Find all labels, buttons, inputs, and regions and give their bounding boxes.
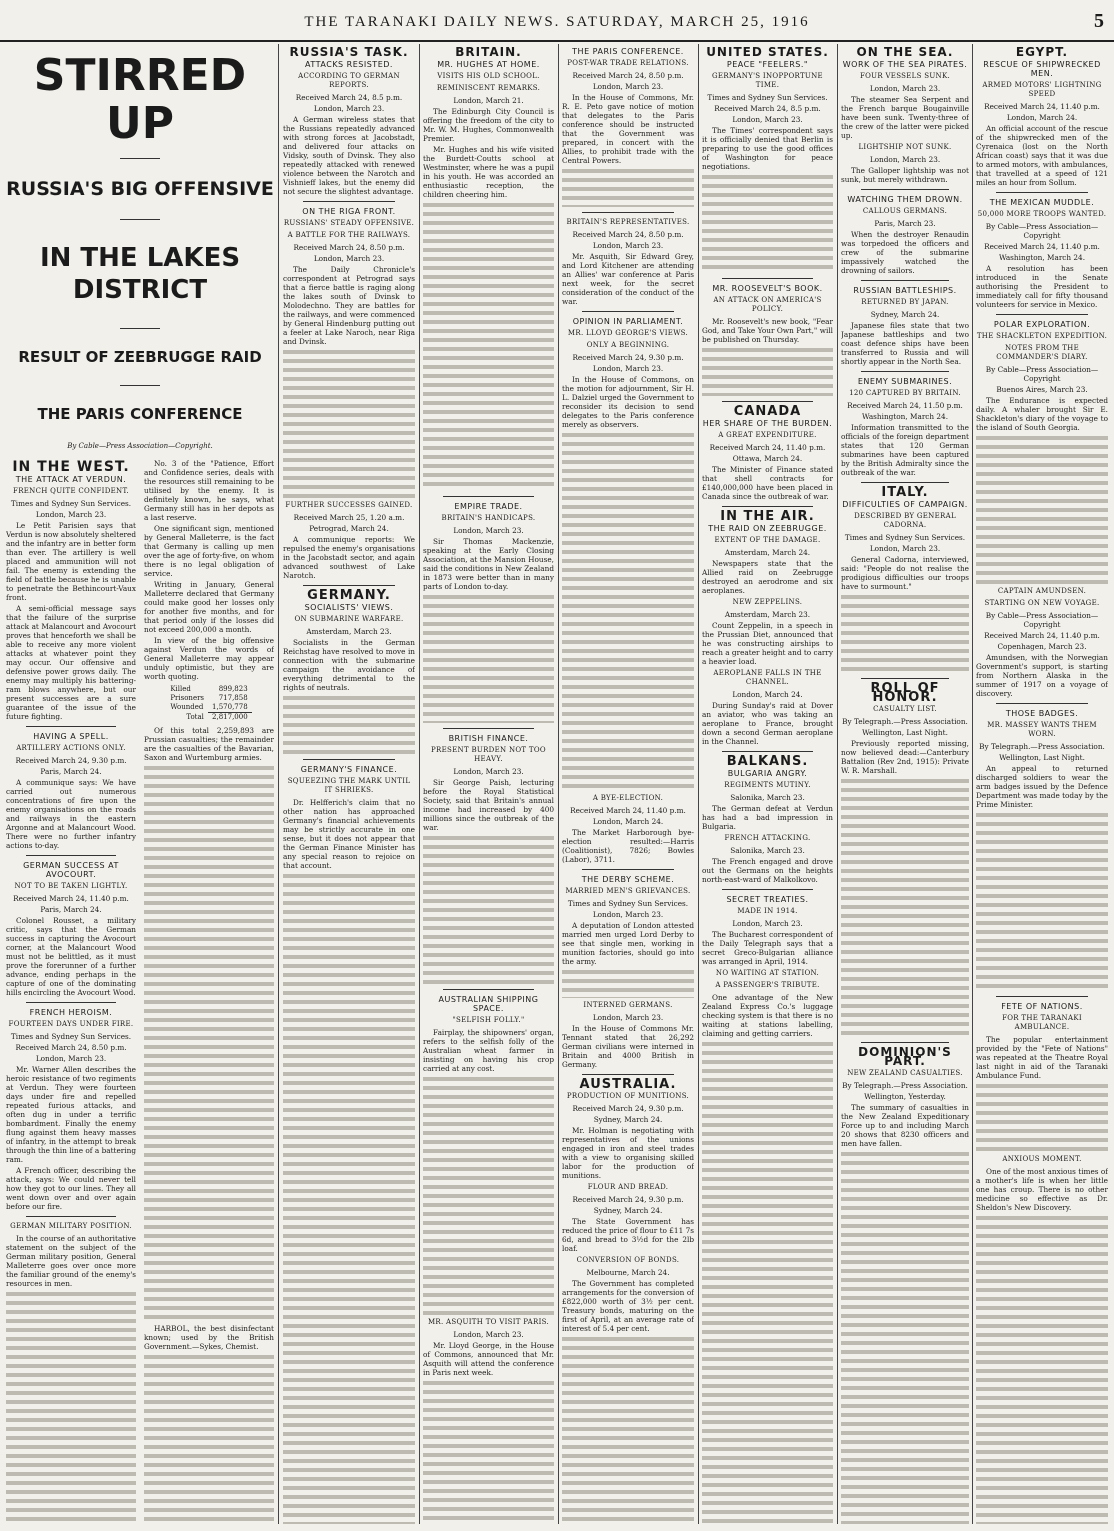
article-heading: ENEMY SUBMARINES. bbox=[857, 377, 953, 386]
dateline: London, March 23. bbox=[453, 767, 524, 776]
paragraph: Mr. Lloyd George, in the House of Commons, announced that Mr. Asquith will attend the conference in Paris next week. bbox=[423, 1341, 554, 1377]
paragraph: One significant sign, mentioned by General Malleterre, is the fact that Germany is calling up men over the age of forty-five, on whom there is no legal obligation of service. bbox=[144, 524, 274, 578]
column-rule bbox=[972, 44, 973, 1524]
dateline: Washington, March 24. bbox=[998, 253, 1086, 262]
table-row: Total 2,817,000 bbox=[166, 713, 251, 723]
received-line: Received March 25, 1.20 a.m. bbox=[293, 513, 405, 522]
article-heading: WATCHING THEM DROWN. bbox=[847, 195, 963, 204]
section-heading: ITALY. bbox=[881, 485, 929, 500]
dateline: London, March 21. bbox=[453, 96, 524, 105]
article-subheading: BRITAIN'S HANDICAPS. bbox=[441, 514, 536, 522]
article-subheading: LIGHTSHIP NOT SUNK. bbox=[858, 143, 952, 151]
column-5 bbox=[562, 44, 694, 1524]
article-subheading: 120 CAPTURED BY BRITAIN. bbox=[849, 389, 961, 397]
section-heading: ROLL OF HONOR. bbox=[870, 681, 940, 705]
article-subheading: FLOUR AND BREAD. bbox=[587, 1183, 669, 1191]
article-subheading: NOTES FROM THE COMMANDER'S DIARY. bbox=[996, 344, 1088, 361]
paragraph: The Endurance is expected daily. A whaler brought Sir E. Shackleton's diary of the voyage to the island of South Georgia. bbox=[976, 396, 1108, 432]
article-subheading: INTERNED GERMANS. bbox=[583, 1001, 673, 1009]
paragraph: Count Zeppelin, in a speech in the Prussian Diet, announced that he was constructing airships to reach a greater height and to carry a heavier load. bbox=[702, 621, 833, 666]
article-heading: HAVING A SPELL. bbox=[33, 732, 109, 741]
paragraph: Previously reported missing, now believed dead:—Canterbury Battalion (Rev 2nd, 1915): Private W. R. Marshall. bbox=[841, 739, 969, 775]
article-subheading: "SELFISH FOLLY." bbox=[452, 1016, 525, 1024]
lead-headline: STIRRED UP bbox=[33, 50, 247, 149]
article-heading: THE PARIS CONFERENCE. bbox=[572, 47, 684, 56]
advertisement: HARBOL, the best disinfectant known; used by the British Government.—Sykes, Chemist. bbox=[144, 1324, 274, 1351]
paragraph: During Sunday's raid at Dover an aviator, who was taking an aeroplane to France, brought down a second German aeroplane in the Channel. bbox=[702, 701, 833, 746]
article-heading: GERMAN SUCCESS AT AVOCOURT. bbox=[23, 861, 119, 879]
article-subheading: POST-WAR TRADE RELATIONS. bbox=[567, 59, 689, 67]
dateline: Ottawa, March 24. bbox=[732, 454, 803, 463]
masthead bbox=[0, 0, 1114, 42]
article-subheading: A BATTLE FOR THE RAILWAYS. bbox=[287, 231, 411, 239]
article-subheading: CONVERSION OF BONDS. bbox=[576, 1256, 680, 1264]
article-heading: PEACE "FEELERS." bbox=[726, 60, 809, 69]
dateline: London, March 23. bbox=[732, 919, 803, 928]
article-subheading: A BYE-ELECTION. bbox=[592, 794, 664, 802]
paragraph: An appeal to returned discharged soldiers to wear the arm badges issued by the Defence Department was made today by the Prime Minister. bbox=[976, 764, 1108, 809]
dateline: Amsterdam, March 23. bbox=[724, 610, 811, 619]
article-subheading: REMINISCENT REMARKS. bbox=[436, 84, 541, 92]
article-heading: DIFFICULTIES OF CAMPAIGN. bbox=[842, 500, 968, 509]
paragraph: Of this total 2,259,893 are Prussian casualties; the remainder are the casualties of the Bavarian, Saxon and Wurtemburg armies. bbox=[144, 726, 274, 762]
dateline: Paris, March 23. bbox=[874, 219, 936, 228]
article-subheading: ACCORDING TO GERMAN REPORTS. bbox=[298, 72, 400, 89]
dateline: London, March 23. bbox=[35, 1054, 107, 1063]
article-heading: FURTHER SUCCESSES GAINED. bbox=[285, 501, 413, 509]
dateline: Paris, March 24. bbox=[40, 767, 102, 776]
paragraph: Mr. Roosevelt's new book, "Fear God, and Take Your Own Part," will be published on Thursday. bbox=[702, 317, 833, 344]
dateline: Paris, March 24. bbox=[40, 905, 102, 914]
paragraph: In view of the big offensive against Verdun the words of General Malleterre may appear unduly optimistic, but they are worth quoting. bbox=[144, 636, 274, 681]
article-subheading: PRODUCTION OF MUNITIONS. bbox=[566, 1092, 690, 1100]
section-heading: EGYPT. bbox=[1015, 45, 1069, 59]
lead-subheadline: THE PARIS CONFERENCE bbox=[37, 405, 243, 423]
received-line: Received March 24, 8.5 p.m. bbox=[714, 104, 821, 113]
received-line: Received March 24, 8.50 p.m. bbox=[15, 1043, 127, 1052]
article-subheading: FRENCH ATTACKING. bbox=[724, 834, 811, 842]
article-subheading: FRENCH QUITE CONFIDENT. bbox=[13, 487, 129, 495]
dateline: London, March 24. bbox=[592, 817, 664, 826]
article-subheading: FOURTEEN DAYS UNDER FIRE. bbox=[8, 1020, 134, 1028]
paragraph: The Government has completed arrangements for the conversion of £822,000 worth of 3½ per cent. Treasury bonds, maturing on the first of April, at an average rate of interest of 5.4 per cent. bbox=[562, 1279, 694, 1333]
article-subheading: A PASSENGER'S TRIBUTE. bbox=[715, 981, 820, 989]
article-heading: POLAR EXPLORATION. bbox=[993, 320, 1091, 329]
article-subheading: EXTENT OF THE DAMAGE. bbox=[714, 536, 821, 544]
dateline: Salonika, March 23. bbox=[730, 793, 805, 802]
dateline: London, March 23. bbox=[869, 544, 941, 553]
paragraph: The steamer Sea Serpent and the French barque Bougainville have been sunk. Twenty-three of the crew of the latter were picked up. bbox=[841, 95, 969, 140]
paragraph: Mr. Hughes and his wife visited the Burdett-Coutts school at Westminster, where he was a pupil in his youth. He was accorded an enthusiastic reception, the children cheering him. bbox=[423, 145, 554, 199]
paragraph: The Galloper lightship was not sunk, but merely withdrawn. bbox=[841, 166, 969, 184]
received-line: Received March 24, 8.50 p.m. bbox=[572, 230, 684, 239]
received-line: Received March 24, 9.30 p.m. bbox=[572, 353, 684, 362]
section-heading: GERMANY. bbox=[307, 588, 391, 603]
article-heading: OPINION IN PARLIAMENT. bbox=[572, 317, 684, 326]
column-rule bbox=[558, 44, 559, 1524]
source-line: Times and Sydney Sun Services. bbox=[844, 533, 966, 542]
article-subheading: THE SHACKLETON EXPEDITION. bbox=[976, 332, 1108, 340]
paragraph: A communique reports: We repulsed the enemy's organisations in the Jacobstadt sector, and again advanced southwest of Lake Narotch. bbox=[283, 535, 415, 580]
article-heading: RESCUE OF SHIPWRECKED MEN. bbox=[983, 60, 1101, 78]
paragraph: The summary of casualties in the New Zealand Expeditionary Force up to and including March 20 shows that 8230 officers and men have fallen. bbox=[841, 1103, 969, 1148]
article-heading: RUSSIAN BATTLESHIPS. bbox=[853, 286, 957, 295]
article-subheading: STARTING ON NEW VOYAGE. bbox=[984, 599, 1100, 607]
source-line: Times and Sydney Sun Services. bbox=[567, 899, 689, 908]
page-number: 5 bbox=[1094, 10, 1104, 32]
received-line: Received March 24, 11.50 p.m. bbox=[847, 401, 963, 410]
section-heading: AUSTRALIA. bbox=[579, 1077, 677, 1092]
article-heading: THE DERBY SCHEME. bbox=[581, 875, 675, 884]
paragraph: A French officer, describing the attack, says: We could never tell how they got to our lines. They all went down over and over again before our fire. bbox=[6, 1166, 136, 1211]
column-rule bbox=[698, 44, 699, 1524]
paragraph: An official account of the rescue of the shipwrecked men of the Cyrenaica (lost on the North African coast) says that it was due to armed motors, with ambulances, that travelled at a speed of 121 miles an hour from Sollum. bbox=[976, 124, 1108, 187]
article-heading: AUSTRALIAN SHIPPING SPACE. bbox=[438, 995, 539, 1013]
paragraph: Newspapers state that the Allied raid on Zeebrugge destroyed an aerodrome and six aeroplanes. bbox=[702, 559, 833, 595]
section-heading: ON THE SEA. bbox=[856, 45, 954, 59]
article-subheading: SQUEEZING THE MARK UNTIL IT SHRIEKS. bbox=[287, 777, 411, 794]
column-rule bbox=[837, 44, 838, 1524]
dateline: Salonika, March 23. bbox=[730, 846, 805, 855]
dateline: London, March 23. bbox=[313, 104, 385, 113]
paragraph: Mr. Asquith, Sir Edward Grey, and Lord Kitchener are attending an Allies' war conference at Paris next week, for the secret consideration of the conduct of the war. bbox=[562, 252, 694, 306]
advertisement: One of the most anxious times of a mother's life is when her little one has croup. There is no other medicine so effective as Dr. Sheldon's New Discovery. bbox=[976, 1167, 1108, 1212]
table-row: Prisoners 717,858 bbox=[170, 694, 248, 702]
lead-subheadline: RESULT OF ZEEBRUGGE RAID bbox=[18, 348, 262, 366]
dateline: London, March 23. bbox=[592, 364, 664, 373]
paragraph: In the House of Commons Mr. Tennant stated that 26,292 German civilians were interned in Britain and 4000 British in Germany. bbox=[562, 1024, 694, 1069]
masthead-title: THE TARANAKI DAILY NEWS. SATURDAY, MARCH 25, 1916 bbox=[304, 14, 810, 30]
article-heading: SECRET TREATIES. bbox=[726, 895, 809, 904]
article-subheading: MR. LLOYD GEORGE'S VIEWS. bbox=[567, 329, 689, 337]
article-subheading: ARTILLERY ACTIONS ONLY. bbox=[16, 744, 126, 752]
source-line: Times and Sydney Sun Services. bbox=[707, 93, 828, 102]
dateline: London, March 23. bbox=[453, 1330, 524, 1339]
table-row: Killed 899,823 bbox=[170, 685, 248, 693]
dateline: Wellington, Last Night. bbox=[999, 753, 1085, 762]
paragraph: A resolution has been introduced in the Senate authorising the President to immediately call for fifty thousand volunteers for service in Mexico. bbox=[976, 264, 1108, 309]
section-heading: CANADA bbox=[733, 404, 802, 419]
paragraph: The Daily Chronicle's correspondent at Petrograd says that a fierce battle is raging along the lakes south of Dvinsk to Molodechno. They are battles for the railways, and were commenced by General Hindenburg putting out a feeler at Lake Naroch, near Riga and Dvinsk. bbox=[283, 265, 415, 346]
article-subheading: NEW ZEALAND CASUALTIES. bbox=[847, 1069, 963, 1077]
column-2 bbox=[144, 459, 274, 1524]
received-line: Received March 24, 8.50 p.m. bbox=[572, 71, 684, 80]
paragraph: Sir Thomas Mackenzie, speaking at the Early Closing Association, at the Mansion House, said the conditions in New Zealand in 1873 were better than in many parts of London to-day. bbox=[423, 537, 554, 591]
dateline: London, March 24. bbox=[732, 690, 803, 699]
article-subheading: VISITS HIS OLD SCHOOL. bbox=[437, 72, 540, 80]
column-3 bbox=[283, 44, 415, 1524]
section-heading: IN THE WEST. bbox=[12, 459, 130, 475]
article-subheading: A GREAT EXPENDITURE. bbox=[718, 431, 817, 439]
dateline: London, March 23. bbox=[869, 84, 941, 93]
article-subheading: FOUR VESSELS SUNK. bbox=[859, 72, 951, 80]
article-subheading: NO WAITING AT STATION. bbox=[715, 969, 820, 977]
paragraph: The popular entertainment provided by the "Fete of Nations" was repeated at the Theatre Royal last night in aid of the Taranaki Ambulance Fund. bbox=[976, 1035, 1108, 1080]
byline: By Cable—Press Association—Copyright bbox=[985, 611, 1099, 629]
article-heading: BULGARIA ANGRY. bbox=[727, 769, 808, 778]
article-heading: ATTACKS RESISTED. bbox=[305, 60, 393, 69]
paragraph: Fairplay, the shipowners' organ, refers to the selfish folly of the Australian wheat farmer in insisting on having his crop carried at any cost. bbox=[423, 1028, 554, 1073]
article-heading: SOCIALISTS' VIEWS. bbox=[304, 603, 394, 612]
article-subheading: ARMED MOTORS' LIGHTNING SPEED bbox=[982, 81, 1102, 98]
article-subheading: 50,000 MORE TROOPS WANTED. bbox=[977, 210, 1107, 218]
paragraph: The Times' correspondent says it is officially denied that Berlin is preparing to use the good offices of Washington for peace negotiations. bbox=[702, 126, 833, 171]
paragraph: The Bucharest correspondent of the Daily Telegraph says that a secret Greco-Bulgarian alliance was arranged in April, 1914. bbox=[702, 930, 833, 966]
paragraph: The State Government has reduced the price of flour to £11 7s 6d, and bread to 3½d for the 2lb loaf. bbox=[562, 1217, 694, 1253]
paragraph: Socialists in the German Reichstag have resolved to move in connection with the submarine campaign the avoidance of everything detrimental to the rights of neutrals. bbox=[283, 638, 415, 692]
paragraph: The Market Harborough bye-election resulted:—Harris (Coalitionist), 7826; Bowles (Labor), 3711. bbox=[562, 828, 694, 864]
paragraph: A communique says: We have carried out numerous concentrations of fire upon the enemy organisations on the roads and railways in the eastern Argonne and at Malancourt Wood. There were no further infantry actions to-day. bbox=[6, 778, 136, 850]
lead-subheadline: IN THE LAKES DISTRICT bbox=[39, 243, 241, 305]
dateline: London, March 23. bbox=[313, 254, 385, 263]
article-heading: EMPIRE TRADE. bbox=[454, 502, 523, 511]
column-1 bbox=[6, 44, 274, 1524]
paragraph: Colonel Rousset, a military critic, says that the German success in capturing the Avocourt corner, at the Malancourt Wood must not be belittled, as it must prove the forerunner of a further advance, ending perhaps in the capture of one of the dominating hills encircling the Avocourt Wood. bbox=[6, 916, 136, 997]
article-subheading: MADE IN 1914. bbox=[737, 907, 798, 915]
article-subheading: RETURNED BY JAPAN. bbox=[861, 298, 949, 306]
received-line: Received March 24, 11.40 p.m. bbox=[709, 443, 826, 452]
dateline: Amsterdam, March 24. bbox=[724, 548, 811, 557]
received-line: Received March 24, 8.5 p.m. bbox=[295, 93, 403, 102]
byline: By Telegraph.—Press Association. bbox=[842, 717, 968, 726]
paragraph: The German defeat at Verdun has had a bad impression in Bulgaria. bbox=[702, 804, 833, 831]
article-subheading: MR. ASQUITH TO VISIT PARIS. bbox=[427, 1318, 550, 1326]
section-heading: BALKANS. bbox=[726, 754, 809, 769]
article-subheading: ONLY A BEGINNING. bbox=[586, 341, 670, 349]
dateline: London, March 23. bbox=[592, 82, 664, 91]
section-heading: DOMINION'S PART. bbox=[858, 1045, 952, 1068]
article-subheading: ON SUBMARINE WARFARE. bbox=[294, 615, 404, 623]
paragraph: In the House of Commons, on the motion for adjournment, Sir H. L. Dalziel urged the Government to reconsider its decision to send delegates to the Paris conference merely as observers. bbox=[562, 375, 694, 429]
dateline: London, March 23. bbox=[869, 155, 941, 164]
article-heading: MR. ROOSEVELT'S BOOK. bbox=[712, 284, 823, 293]
article-subheading: DESCRIBED BY GENERAL CADORNA. bbox=[854, 512, 956, 529]
section-heading: IN THE AIR. bbox=[720, 509, 815, 524]
source-line: Times and Sydney Sun Services. bbox=[10, 1032, 132, 1041]
paragraph: In the course of an authoritative statement on the subject of the German military position, General Malleterre goes over once more the familiar ground of the enemy's resources in men. bbox=[6, 1234, 136, 1288]
article-heading: MR. HUGHES AT HOME. bbox=[437, 60, 540, 69]
article-subheading: RUSSIANS' STEADY OFFENSIVE. bbox=[283, 219, 415, 227]
dateline: Wellington, Yesterday. bbox=[864, 1092, 946, 1101]
article-heading: WORK OF THE SEA PIRATES. bbox=[842, 60, 968, 69]
article-heading: BRITISH FINANCE. bbox=[448, 734, 529, 743]
paragraph: Mr. Holman is negotiating with representatives of the unions engaged in iron and steel trades with a view to organising skilled labor for the production of munitions. bbox=[562, 1126, 694, 1180]
dateline: Copenhagen, March 23. bbox=[997, 642, 1087, 651]
article-heading: THE RAID ON ZEEBRUGGE. bbox=[708, 524, 827, 533]
paragraph: A semi-official message says that the failure of the surprise attack at Malancourt and Avocourt proves that henceforth we shall be able to receive any more violent attacks at whatever point they may occur. Our offensive and defensive power grows daily. The enemy may multiply his battering-ram blows anywhere, but our present successes are a sure guarantee of the issue of the future fighting. bbox=[6, 604, 136, 721]
article-heading: FETE OF NATIONS. bbox=[1001, 1002, 1083, 1011]
article-heading: GERMANY'S FINANCE. bbox=[300, 765, 398, 774]
column-6 bbox=[702, 44, 833, 1524]
table-row: Wounded 1,570,778 bbox=[170, 703, 248, 712]
casualty-table bbox=[166, 685, 251, 722]
article-heading: THOSE BADGES. bbox=[1005, 709, 1079, 718]
byline: By Cable—Press Association—Copyright bbox=[985, 365, 1099, 383]
dateline: London, March 23. bbox=[35, 510, 107, 519]
dateline: Washington, March 24. bbox=[861, 412, 949, 421]
dateline: Sydney, March 24. bbox=[593, 1206, 663, 1215]
article-heading: FRENCH HEROISM. bbox=[29, 1008, 113, 1017]
paragraph: In the House of Commons, Mr. R. E. Peto gave notice of motion that delegates to the Paris conference should be instructed that the Government was prepared, in concert with the Allies, to prohibit trade with the Central Powers. bbox=[562, 93, 694, 165]
section-heading: UNITED STATES. bbox=[706, 45, 829, 59]
received-line: Received March 24, 9.30 p.m. bbox=[572, 1104, 684, 1113]
received-line: Received March 24, 11.40 p.m. bbox=[984, 242, 1100, 251]
dateline: Amsterdam, March 23. bbox=[306, 627, 392, 636]
dateline: Wellington, Last Night. bbox=[862, 728, 948, 737]
dateline: London, March 23. bbox=[592, 241, 664, 250]
paragraph: General Cadorna, interviewed, said: "People do not realise the prodigious difficulties our troops have to surmount." bbox=[841, 555, 969, 591]
dateline: London, March 23. bbox=[592, 910, 664, 919]
received-line: Received March 24, 9.30 p.m. bbox=[15, 756, 127, 765]
paragraph: No. 3 of the "Patience, Effort and Confidence series, deals with the resources still remaining to be utilised by the enemy. It is definitely known, he says, what Germany still has in her depots as a last reserve. bbox=[144, 459, 274, 522]
paragraph: Sir George Paish, lecturing before the Royal Statistical Society, said that Britain's annual income had increased by 400 millions since the outbreak of the war. bbox=[423, 778, 554, 832]
paragraph: Writing in January, General Malleterre declared that Germany could make good her losses only for another five months, and for that period only if the losses did not exceed 200,000 a month. bbox=[144, 580, 274, 634]
dateline: Petrograd, March 24. bbox=[309, 524, 389, 533]
column-8 bbox=[976, 44, 1108, 1524]
byline: By Telegraph.—Press Association. bbox=[842, 1081, 968, 1090]
section-heading: RUSSIA'S TASK. bbox=[289, 45, 409, 59]
dateline: Melbourne, March 24. bbox=[586, 1268, 670, 1277]
dateline: London, March 23. bbox=[732, 115, 803, 124]
article-subheading: MARRIED MEN'S GRIEVANCES. bbox=[565, 887, 691, 895]
article-subheading: PRESENT BURDEN NOT TOO HEAVY. bbox=[431, 746, 546, 763]
column-7 bbox=[841, 44, 969, 1524]
byline: By Cable—Press Association—Copyright. bbox=[67, 442, 213, 450]
source-line: Times and Sydney Sun Services. bbox=[10, 499, 132, 508]
section-heading: BRITAIN. bbox=[455, 45, 522, 59]
received-line: Received March 24, 11.40 p.m. bbox=[13, 894, 129, 903]
article-subheading: CALLOUS GERMANS. bbox=[862, 207, 948, 215]
received-line: Received March 24, 8.50 p.m. bbox=[293, 243, 405, 252]
dateline: London, March 23. bbox=[592, 1013, 664, 1022]
article-subheading: MR. MASSEY WANTS THEM WORN. bbox=[987, 721, 1097, 738]
dateline: Sydney, March 24. bbox=[870, 310, 940, 319]
paragraph: A German wireless states that the Russians repeatedly advanced with strong forces at Jacobstadt, and delivered four attacks on Vidsky, south of Dvinsk. They also repeatedly attacked with renewed violence between the Narotch and Vishnieff lakes, but the enemy did not secure the slightest advantage. bbox=[283, 115, 415, 196]
dateline: London, March 24. bbox=[1006, 113, 1078, 122]
article-subheading: GERMANY'S INOPPORTUNE TIME. bbox=[712, 72, 823, 89]
paragraph: Le Petit Parisien says that Verdun is now absolutely sheltered and the infantry are in better form than ever. The artillery is well placed and ammunition will not fail. The enemy is extending the field of battle because he is unable to penetrate the Bethincourt-Vaux front. bbox=[6, 521, 136, 602]
column-4 bbox=[423, 44, 554, 1524]
paragraph: Information transmitted to the officials of the foreign department states that 120 German submarines have been captured by the British Admiralty since the outbreak of the war. bbox=[841, 423, 969, 477]
article-subheading: CASUALTY LIST. bbox=[873, 705, 937, 713]
received-line: Received March 24, 11.40 p.m. bbox=[984, 631, 1100, 640]
paragraph: The French engaged and drove out the Germans on the heights north-east-ward of Malkolkovo. bbox=[702, 857, 833, 884]
paragraph: A deputation of London attested married men urged Lord Derby to see that single men, working in munition factories, should go into the army. bbox=[562, 921, 694, 966]
paragraph: Japanese files state that two Japanese battleships and two coast defence ships have been transferred to Russia and will shortly appear in the North Sea. bbox=[841, 321, 969, 366]
dateline: Sydney, March 24. bbox=[593, 1115, 663, 1124]
received-line: Received March 24, 11.40 p.m. bbox=[570, 806, 686, 815]
article-heading: ON THE RIGA FRONT. bbox=[302, 207, 396, 216]
lead-subheadline: RUSSIA'S BIG OFFENSIVE bbox=[6, 178, 274, 200]
article-heading: THE MEXICAN MUDDLE. bbox=[989, 198, 1095, 207]
article-heading: HER SHARE OF THE BURDEN. bbox=[702, 419, 833, 428]
article-subheading: AN ATTACK ON AMERICA'S POLICY. bbox=[713, 296, 822, 313]
article-subheading: NOT TO BE TAKEN LIGHTLY. bbox=[14, 882, 128, 890]
article-subheading: NEW ZEPPELINS. bbox=[732, 598, 803, 606]
column-rule bbox=[419, 44, 420, 1524]
article-subheading: FOR THE TARANAKI AMBULANCE. bbox=[1002, 1014, 1082, 1031]
article-heading: BRITAIN'S REPRESENTATIVES. bbox=[566, 218, 690, 226]
dateline: Buenos Aires, March 23. bbox=[996, 385, 1088, 394]
advertisement: One advantage of the New Zealand Express Co.'s luggage checking system is that there is no waiting at stations labelling, claiming and getting carriers. bbox=[702, 993, 833, 1038]
article-heading: THE ATTACK AT VERDUN. bbox=[15, 475, 127, 484]
paragraph: Mr. Warner Allen describes the heroic resistance of two regiments at Verdun. They were fourteen days under fire and repelled repeated furious attacks, and often dug in under a terrific bombardment. Finally the enemy flung against them heavy masses of infantry, in the attempt to break through the thin line of a battering ram. bbox=[6, 1065, 136, 1164]
paragraph: When the destroyer Renaudin was torpedoed the officers and crew of the submarine impassively watched the drowning of sailors. bbox=[841, 230, 969, 275]
article-subheading: CAPTAIN AMUNDSEN. bbox=[997, 587, 1087, 595]
byline: By Cable—Press Association—Copyright bbox=[985, 222, 1099, 240]
column-rule bbox=[278, 44, 279, 1524]
paragraph: The Minister of Finance stated that shell contracts for £140,000,000 have been placed in Canada since the outbreak of war. bbox=[702, 465, 833, 501]
byline: By Telegraph.—Press Association. bbox=[979, 742, 1105, 751]
paragraph: Dr. Helfferich's claim that no other nation has approached Germany's financial achievements may be strictly accurate in one sense, but it does not appear that the German Finance Minister has any special reason to rejoice on that account. bbox=[283, 798, 415, 870]
dateline: London, March 23. bbox=[453, 526, 524, 535]
article-heading: GERMAN MILITARY POSITION. bbox=[10, 1222, 132, 1230]
paragraph: Amundsen, with the Norwegian Government's support, is starting from Northern Alaska in the summer of 1917 on a voyage of discovery. bbox=[976, 653, 1108, 698]
paragraph: The Edinburgh City Council is offering the freedom of the city to Mr. W. M. Hughes, Commonwealth Premier. bbox=[423, 107, 554, 143]
article-subheading: REGIMENTS MUTINY. bbox=[724, 781, 811, 789]
received-line: Received March 24, 9.30 p.m. bbox=[572, 1195, 684, 1204]
received-line: Received March 24, 11.40 p.m. bbox=[984, 102, 1100, 111]
article-subheading: AEROPLANE FALLS IN THE CHANNEL. bbox=[713, 669, 822, 686]
article-subheading: ANXIOUS MOMENT. bbox=[1002, 1155, 1082, 1163]
